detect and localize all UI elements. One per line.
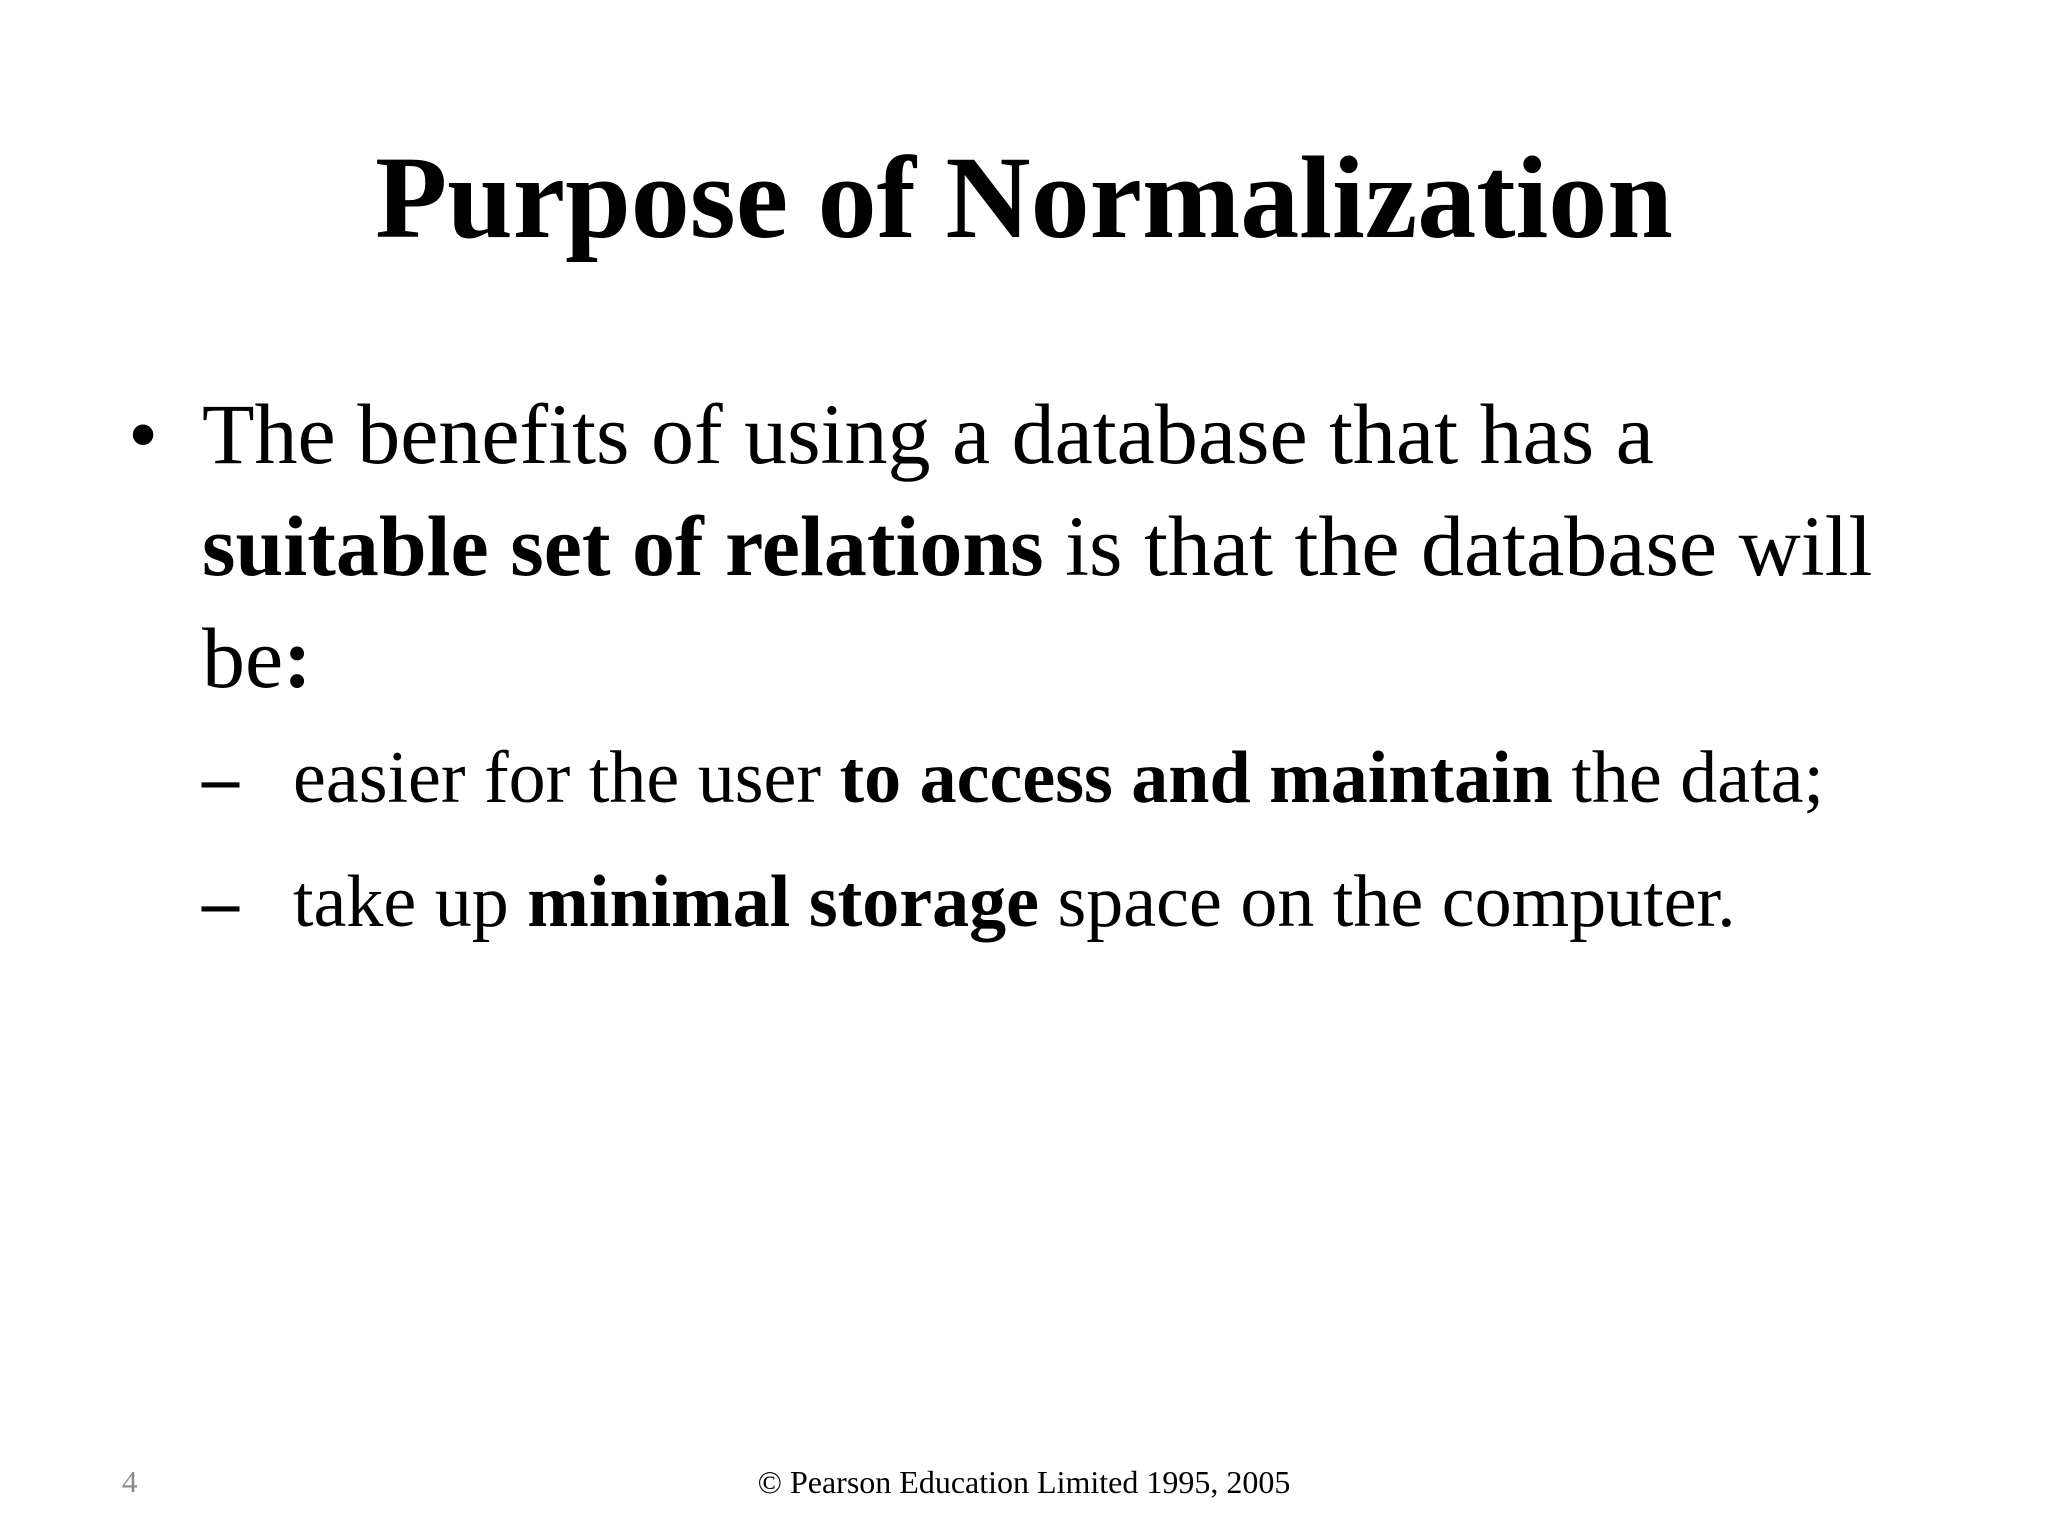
sub-bullet-item [202, 732, 1918, 824]
sub-bullet-text-bold: minimal storage [527, 861, 1039, 943]
page-number: 4 [122, 1464, 138, 1499]
bullet-text-part: is that the database will be [202, 498, 1873, 706]
sub-bullet-text-part: the data; [1552, 737, 1825, 819]
bullet-marker: • [128, 386, 159, 482]
sub-bullet-text-part: easier for the user [293, 737, 840, 819]
copyright-notice: © Pearson Education Limited 1995, 2005 [757, 1464, 1291, 1500]
sub-bullet-list [202, 732, 1918, 948]
sub-bullet-text-part: space on the computer. [1039, 861, 1736, 943]
bullet-text-colon: : [283, 610, 312, 706]
bullet-list [118, 378, 1918, 980]
dash-marker: – [202, 737, 239, 819]
sub-bullet-text-part: take up [293, 861, 528, 943]
dash-marker: – [202, 861, 239, 943]
bullet-text-bold: suitable set of relations [202, 498, 1044, 594]
bullet-item [118, 378, 1918, 948]
slide-title: Purpose of Normalization [375, 132, 1673, 263]
sub-bullet-item [202, 856, 1918, 948]
bullet-text-part: The benefits of using a database that has a [202, 386, 1654, 482]
sub-bullet-text-bold: to access and maintain [839, 737, 1553, 819]
